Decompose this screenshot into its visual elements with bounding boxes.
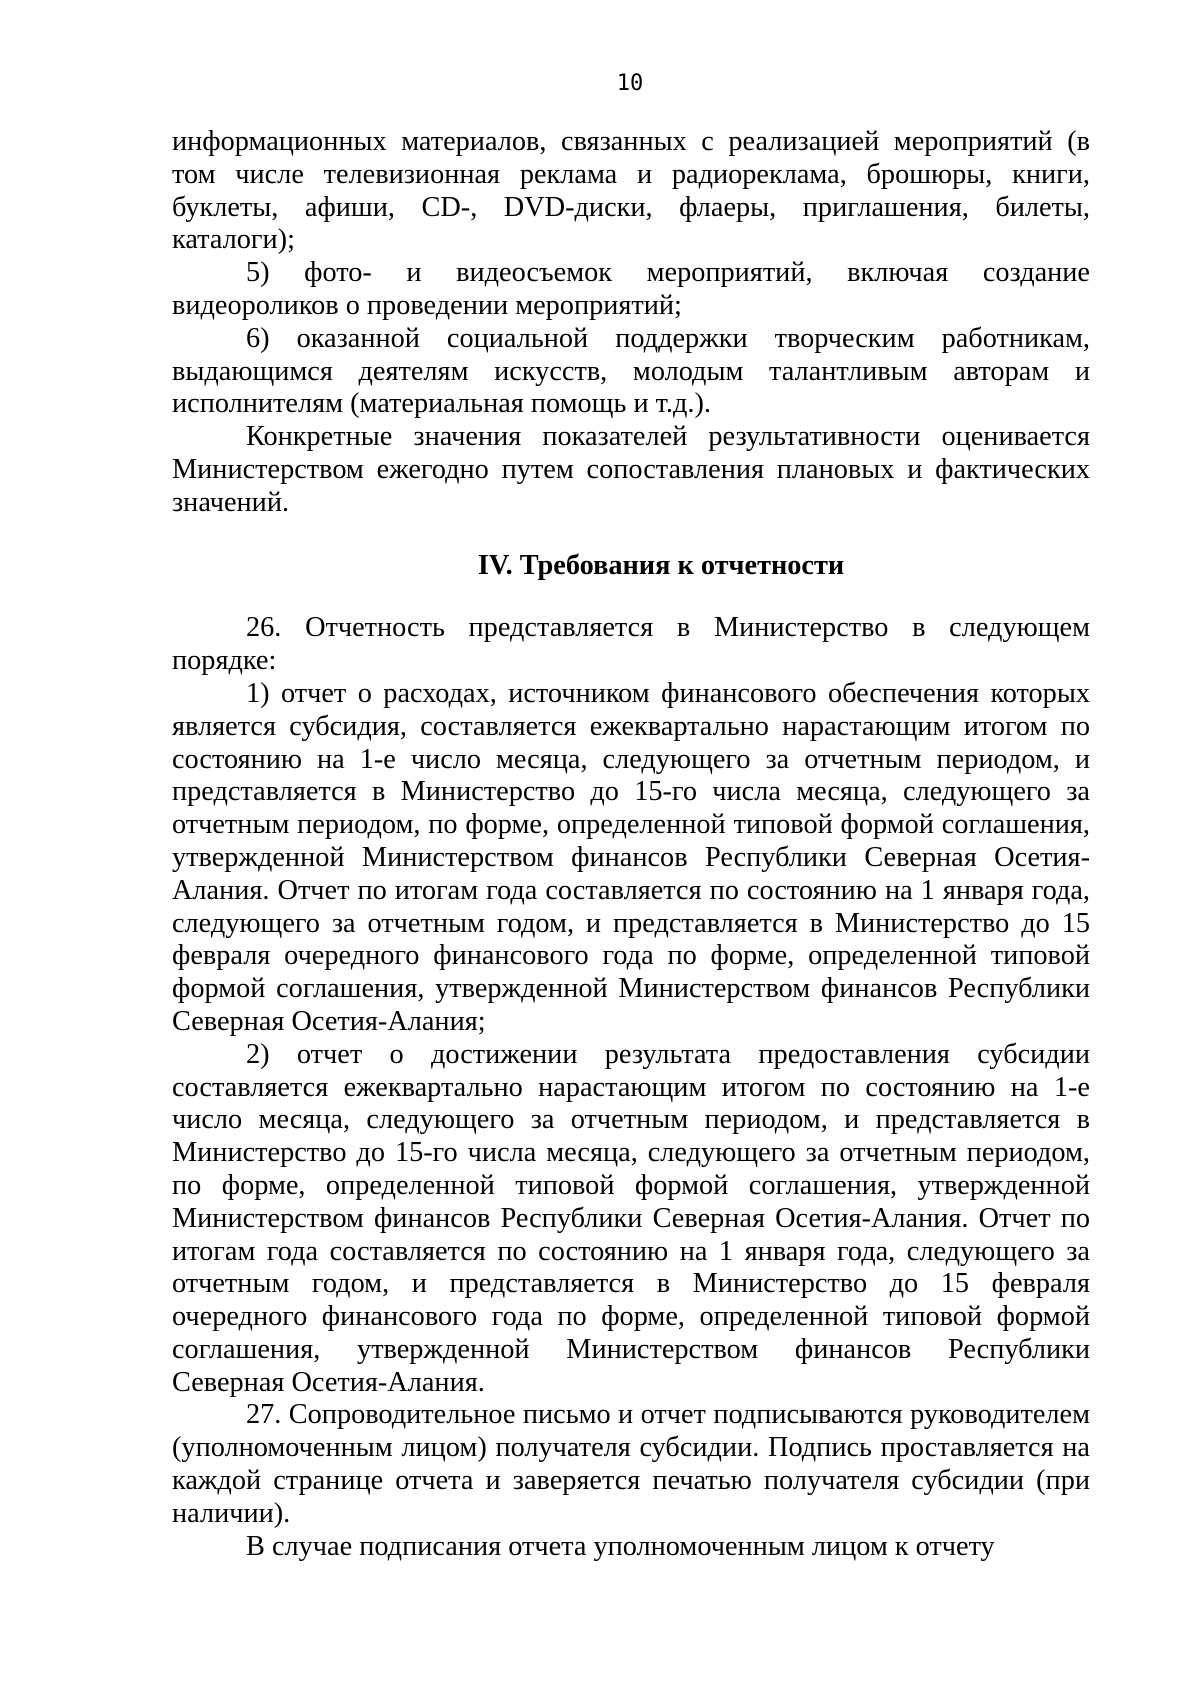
document-body <box>172 126 1090 1563</box>
paragraph-item-26: 26. Отчетность представляется в Министерство в следующем порядке: <box>172 612 1090 677</box>
section-heading: IV. Требования к отчетности <box>477 549 845 581</box>
paragraph-item-5: 5) фото- и видеосъемок мероприятий, включая создание видеороликов о проведении мероприятий; <box>172 257 1090 321</box>
spacer <box>172 582 1090 612</box>
page-number: 10 <box>616 71 644 96</box>
paragraph-item-6: 6) оказанной социальной поддержки творческим работникам, выдающимся деятелям искусств, молодым талантливым авторам и исполнителям (материальная помощь и т.д.). <box>172 322 1090 420</box>
paragraph-expense-report: 1) отчет о расходах, источником финансового обеспечения которых является субсидия, составляется ежеквартально нарастающим итогом по состоянию на 1-е число месяца, следующего за отчетным периодом, и представляется в Министерство до 15-го числа месяца, следующего за отчетным периодом, по форме, определенной типовой формой соглашения, утвержденной Министерством финансов Республики Северная Осетия-Алания. Отчет по итогам года составляется по состоянию на 1 января года, следующего за отчетным годом, и представляется в Министерство до 15 февраля очередного финансового года по форме, определенной типовой формой соглашения, утвержденной Министерством финансов Республики Северная Осетия-Алания; <box>172 677 1090 1037</box>
paragraph-indicators: Конкретные значения показателей результативности оценивается Министерством ежегодно путем сопоставления плановых и фактических значений. <box>172 421 1090 518</box>
paragraph-item-27: 27. Сопроводительное письмо и отчет подписываются руководителем (уполномоченным лицом) получателя субсидии. Подпись проставляется на каждой странице отчета и заверяется печатью получателя субсидии (при наличии). <box>172 1399 1090 1529</box>
paragraph-materials-list: информационных материалов, связанных с реализацией мероприятий (в том числе телевизионная реклама и радиореклама, брошюры, книги, буклеты, афиши, CD-, DVD-диски, флаеры, приглашения, билеты, каталоги); <box>172 126 1090 256</box>
paragraph-authorized-signing: В случае подписания отчета уполномоченным лицом к отчету <box>246 1530 995 1562</box>
paragraph-result-report: 2) отчет о достижении результата предоставления субсидии составляется ежеквартально нарастающим итогом по состоянию на 1-е число месяца, следующего за отчетным периодом, и представляется в Министерство до 15-го числа месяца, следующего за отчетным периодом, по форме, определенной типовой формой соглашения, утвержденной Министерством финансов Республики Северная Осетия-Алания. Отчет по итогам года составляется по состоянию на 1 января года, следующего за отчетным годом, и представляется в Министерство до 15 февраля очередного финансового года по форме, определенной типовой формой соглашения, утвержденной Министерством финансов Республики Северная Осетия-Алания. <box>172 1038 1090 1398</box>
spacer <box>172 520 1090 550</box>
